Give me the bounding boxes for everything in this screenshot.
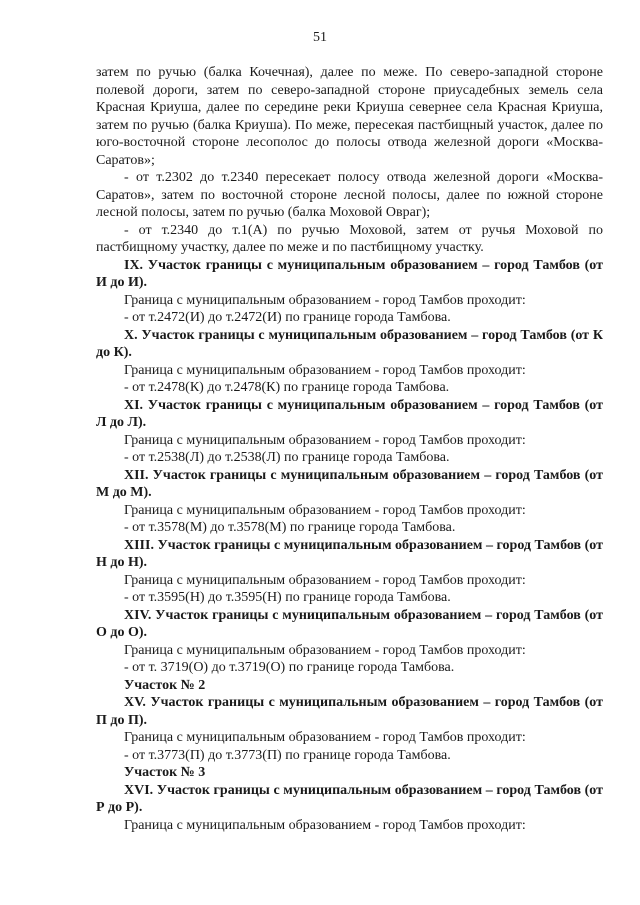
section-heading: XIV. Участок границы с муниципальным образованием – город Тамбов (от О до О). bbox=[96, 607, 603, 640]
section-heading: XI. Участок границы с муниципальным образованием – город Тамбов (от Л до Л). bbox=[96, 397, 603, 430]
section-heading: XVI. Участок границы с муниципальным образованием – город Тамбов (от Р до Р). bbox=[96, 782, 603, 815]
paragraph: - от т.3595(Н) до т.3595(Н) по границе города Тамбова. bbox=[124, 590, 451, 605]
paragraph: - от т.2472(И) до т.2472(И) по границе города Тамбова. bbox=[124, 310, 451, 325]
paragraph: - от т.2340 до т.1(А) по ручью Моховой, затем от ручья Моховой по пастбищному участку, далее по меже и по пастбищному участку. bbox=[96, 222, 603, 255]
paragraph: затем по ручью (балка Кочечная), далее по меже. По северо-западной стороне полевой дороги, затем по северо-западной стороне приусадебных земель села Красная Криуша, далее по середине реки Криуша севернее села Красная Криуша, затем по ручью (балка Криуша). По меже, пересекая пастбищный участок, далее по юго-восточной стороне лесополос до полосы отвода железной дороги «Москва-Саратов»; bbox=[96, 65, 603, 168]
page-number: 51 bbox=[313, 30, 327, 45]
section-heading: XIII. Участок границы с муниципальным образованием – город Тамбов (от Н до Н). bbox=[96, 537, 603, 570]
paragraph: Граница с муниципальным образованием - город Тамбов проходит: bbox=[124, 817, 526, 833]
paragraph: Граница с муниципальным образованием - город Тамбов проходит: bbox=[124, 572, 526, 588]
paragraph: Граница с муниципальным образованием - город Тамбов проходит: bbox=[124, 432, 526, 448]
paragraph: Граница с муниципальным образованием - город Тамбов проходит: bbox=[124, 362, 526, 378]
paragraph: - от т.2478(К) до т.2478(К) по границе города Тамбова. bbox=[124, 380, 450, 395]
subsection-heading: Участок № 3 bbox=[124, 765, 206, 780]
page-content bbox=[96, 64, 603, 834]
section-heading: XII. Участок границы с муниципальным образованием – город Тамбов (от М до М). bbox=[96, 467, 603, 500]
paragraph: - от т.2302 до т.2340 пересекает полосу отвода железной дороги «Москва-Саратов», затем по восточной стороне лесной полосы, далее по южной стороне лесной полосы, затем по ручью (балка Моховой Овраг); bbox=[96, 170, 603, 220]
section-heading: X. Участок границы с муниципальным образованием – город Тамбов (от К до К). bbox=[96, 327, 603, 360]
paragraph: Граница с муниципальным образованием - город Тамбов проходит: bbox=[124, 292, 526, 308]
paragraph: - от т.3578(М) до т.3578(М) по границе города Тамбова. bbox=[124, 520, 456, 535]
paragraph: Граница с муниципальным образованием - город Тамбов проходит: bbox=[124, 502, 526, 518]
section-heading: IX. Участок границы с муниципальным образованием – город Тамбов (от И до И). bbox=[96, 257, 603, 290]
paragraph: Граница с муниципальным образованием - город Тамбов проходит: bbox=[124, 642, 526, 658]
paragraph: Граница с муниципальным образованием - город Тамбов проходит: bbox=[124, 730, 526, 745]
paragraph: - от т.2538(Л) до т.2538(Л) по границе города Тамбова. bbox=[124, 450, 450, 465]
paragraph: - от т.3773(П) до т.3773(П) по границе города Тамбова. bbox=[124, 747, 451, 763]
paragraph: - от т. 3719(О) до т.3719(О) по границе города Тамбова. bbox=[124, 660, 455, 675]
section-heading: XV. Участок границы с муниципальным образованием – город Тамбов (от П до П). bbox=[96, 695, 603, 728]
subsection-heading: Участок № 2 bbox=[124, 677, 206, 693]
